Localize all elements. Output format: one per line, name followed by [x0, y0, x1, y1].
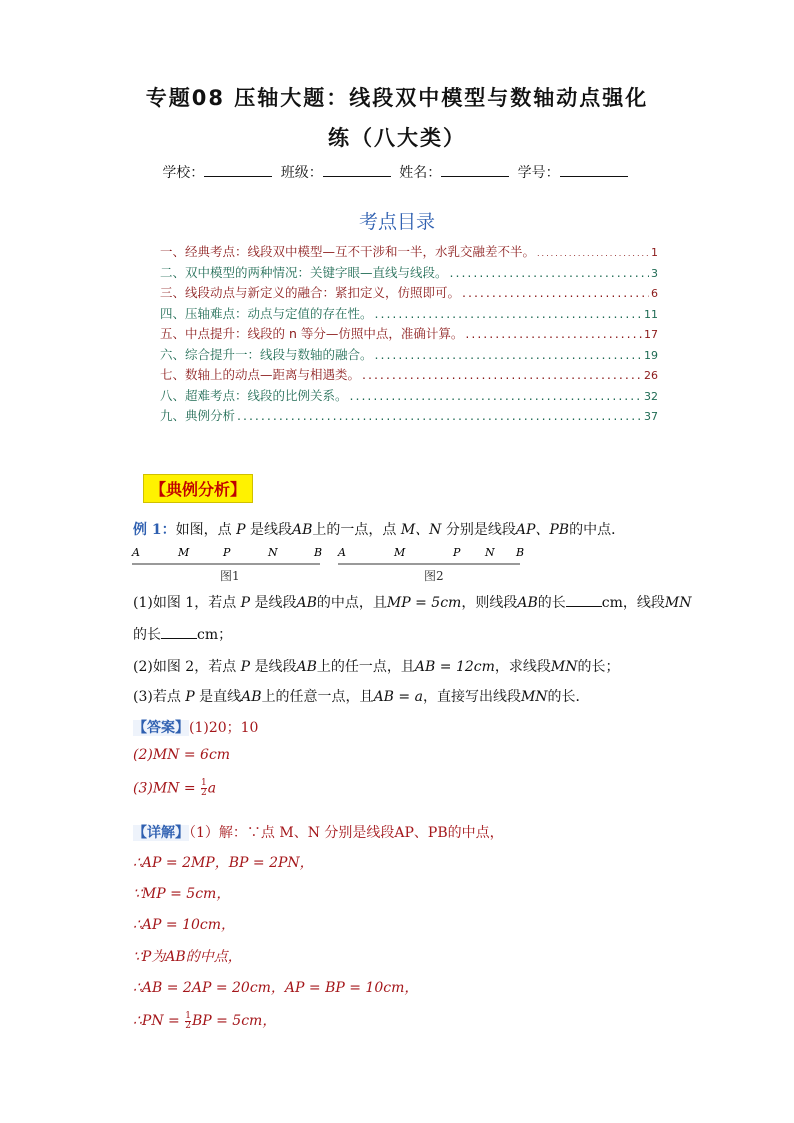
fig1-point-P: P — [223, 546, 231, 559]
toc-item-6[interactable]: 六、综合提升一：线段与数轴的融合。 ..... 19 — [160, 345, 658, 366]
table-of-contents — [160, 242, 658, 427]
toc-item-7[interactable]: 七、数轴上的动点—距离与相遇类。 ..... 26 — [160, 365, 658, 386]
figure-1-caption: 图1 — [220, 569, 240, 583]
page-title: 专题08 压轴大题：线段双中模型与数轴动点强化 — [145, 86, 649, 110]
detail-line-2: ∴AP = 2MP，BP = 2PN， — [133, 855, 314, 871]
fraction-one-half-2: $\frac{1}{2}$ — [185, 1010, 191, 1031]
fig2-point-P: P — [453, 546, 461, 559]
toc-title: 考点目录 — [358, 211, 435, 233]
answer-line-2: (2)MN = 6cm — [133, 747, 231, 763]
answer-blank-1[interactable] — [566, 594, 602, 607]
answer-blank-2[interactable] — [161, 626, 197, 639]
detail-line-1: 【详解】（1）解：∵点 M、N 分别是线段AP、PB的中点， — [133, 825, 504, 841]
example-section-heading: 【典例分析】 — [143, 474, 253, 503]
question-3: (3)若点 P 是直线AB上的任意一点，且AB = a，直接写出线段MN的长． — [133, 689, 590, 705]
fig1-point-M: M — [178, 546, 190, 559]
fig2-point-N: N — [485, 546, 495, 559]
question-1-line1: (1)如图 1，若点 P 是线段AB的中点，且MP = 5cm，则线段AB的长 cm，线段MN — [133, 595, 692, 611]
name-field: 姓名： — [399, 162, 513, 182]
class-field: 班级： — [281, 162, 395, 182]
question-1-line2: 的长 cm； — [133, 627, 233, 643]
fig1-point-A: A — [132, 546, 140, 559]
fig1-point-N: N — [268, 546, 278, 559]
student-no-field: 学号： — [518, 162, 632, 182]
figure-2 — [337, 546, 524, 564]
answer-tag: 【答案】 — [133, 720, 189, 736]
fig1-point-B: B — [314, 546, 323, 559]
toc-item-8[interactable]: 八、超难考点：线段的比例关系。 ..... 32 — [160, 386, 658, 407]
figure-1 — [131, 546, 322, 564]
toc-item-4[interactable]: 四、压轴难点：动点与定值的存在性。 ..... 11 — [160, 304, 658, 325]
detail-line-3: ∵MP = 5cm， — [133, 886, 231, 902]
fig2-point-B: B — [516, 546, 525, 559]
fig2-point-A: A — [338, 546, 346, 559]
school-field: 学校： — [162, 162, 276, 182]
detail-line-7: ∴PN = $\frac{1}{2}$ BP = 5cm， — [133, 1010, 277, 1031]
fig2-point-M: M — [394, 546, 406, 559]
page-title-line2: 练（八大类） — [328, 126, 466, 150]
fraction-one-half: $\frac{1}{2}$ — [201, 778, 207, 798]
toc-item-1[interactable]: 一、经典考点：线段双中模型—互不干涉和一半，水乳交融差不半。 ..... 1 — [160, 242, 658, 263]
question-2: (2)如图 2，若点 P 是线段AB上的任一点，且AB = 12cm，求线段MN的长； — [133, 659, 620, 675]
toc-item-2[interactable]: 二、双中模型的两种情况：关键字眼—直线与线段。 ..... 3 — [160, 263, 658, 284]
toc-item-9[interactable]: 九、典例分析 ..... 37 — [160, 406, 658, 427]
figure-2-caption: 图2 — [424, 569, 444, 583]
student-info-line — [0, 162, 794, 182]
toc-item-5[interactable]: 五、中点提升：线段的 n 等分—仿照中点，准确计算。 ..... 17 — [160, 324, 658, 345]
answer-line-1: 【答案】(1)20；10 — [133, 720, 259, 736]
toc-item-3[interactable]: 三、线段动点与新定义的融合：紧扣定义，仿照即可。 ..... 6 — [160, 283, 658, 304]
answer-line-3: (3)MN = $\frac{1}{2}$ a — [133, 778, 217, 798]
example-1-stem: 例 1：如图，点 P 是线段AB上的一点，点 M、N 分别是线段AP、PB的中点． — [133, 522, 626, 538]
detail-line-6: ∴AB = 2AP = 20cm，AP = BP = 10cm， — [133, 980, 419, 996]
detail-line-5: ∵P为AB的中点， — [133, 949, 242, 965]
detail-tag: 【详解】 — [133, 825, 189, 841]
segment-figures — [128, 540, 548, 586]
detail-line-4: ∴AP = 10cm， — [133, 917, 235, 933]
